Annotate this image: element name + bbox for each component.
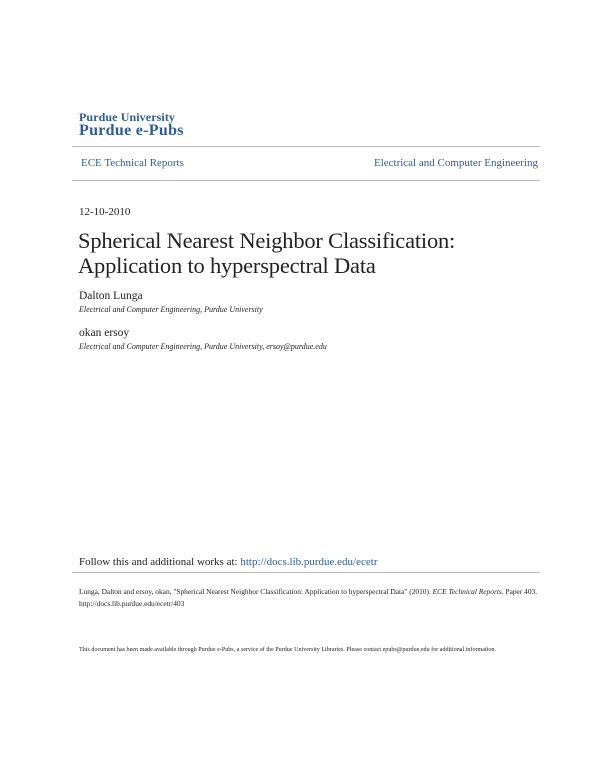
title-line-2: Application to hyperspectral Data bbox=[78, 253, 376, 278]
footer-divider bbox=[72, 572, 540, 573]
header-divider-bottom bbox=[72, 180, 540, 181]
follow-works-line bbox=[79, 556, 377, 568]
citation-block bbox=[79, 586, 539, 610]
citation-series: ECE Technical Reports bbox=[432, 587, 502, 596]
document-title bbox=[78, 228, 455, 278]
title-line-1: Spherical Nearest Neighbor Classification: bbox=[78, 228, 456, 253]
header-divider-top bbox=[72, 146, 540, 147]
department-link[interactable]: Electrical and Computer Engineering bbox=[373, 157, 538, 169]
institution-name: Purdue University bbox=[79, 110, 176, 124]
citation-url-link[interactable]: http://docs.lib.purdue.edu/ecetr/403 bbox=[79, 599, 185, 608]
citation-paper: . Paper 403. bbox=[501, 587, 538, 596]
author-name: okan ersoy bbox=[79, 327, 130, 339]
availability-notice: This document has been made available through Purdue e-Pubs, a service of the Purdue University Libraries. Please contact epubs@purdue.edu for additional information. bbox=[79, 647, 496, 653]
follow-label: Follow this and additional works at: bbox=[79, 556, 241, 568]
series-link[interactable]: ECE Technical Reports bbox=[81, 157, 184, 169]
author-affiliation: Electrical and Computer Engineering, Purdue University, ersoy@purdue.edu bbox=[79, 342, 327, 351]
citation-text: Lunga, Dalton and ersoy, okan, "Spherical Nearest Neighbor Classification: Application to hyperspectral Data" (2010). bbox=[79, 587, 433, 596]
author-name: Dalton Lunga bbox=[79, 290, 143, 302]
author-affiliation: Electrical and Computer Engineering, Purdue University bbox=[79, 305, 263, 314]
publication-date: 12-10-2010 bbox=[79, 206, 131, 218]
repository-name[interactable]: Purdue e-Pubs bbox=[79, 122, 184, 139]
collection-url-link[interactable]: http://docs.lib.purdue.edu/ecetr bbox=[240, 556, 378, 568]
